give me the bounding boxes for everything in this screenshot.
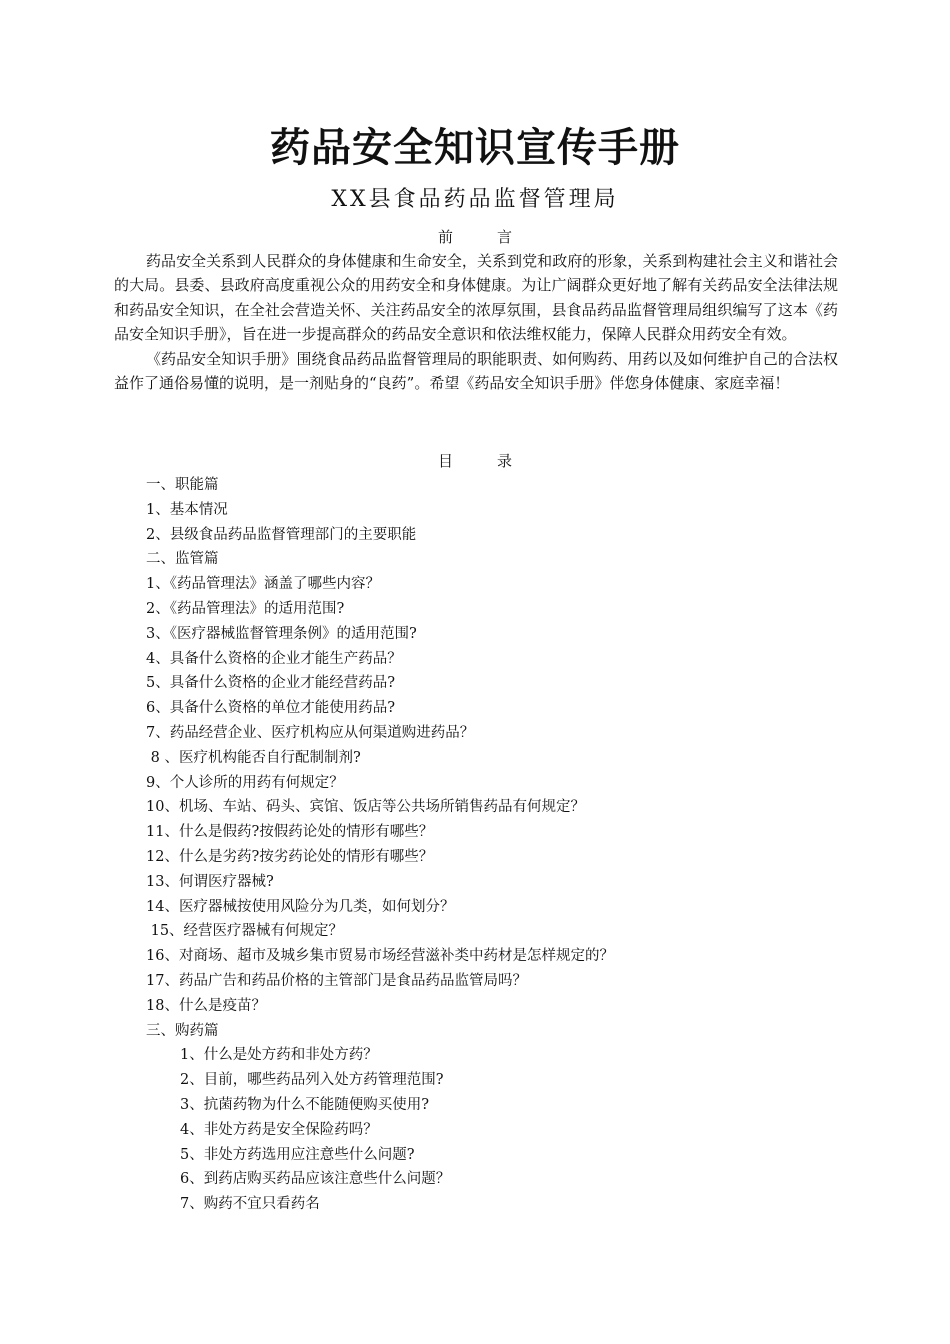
- toc-item: 17、药品广告和药品价格的主管部门是食品药品监管局吗？: [146, 972, 527, 989]
- toc-item: 6、具备什么资格的单位才能使用药品?: [146, 700, 395, 717]
- preface-paragraph: 《药品安全知识手册》围绕食品药品监督管理局的职能职责、如何购药、用药以及如何维护自己的合法权益作了通俗易懂的说明，是一剂贴身的“良药”。希望《药品安全知识手册》伴您身体健康、家庭幸福！: [114, 349, 838, 393]
- preface-heading-char-2: 言: [497, 228, 513, 246]
- toc-item: 16、对商场、超市及城乡集市贸易市场经营滋补类中药材是怎样规定的？: [146, 948, 614, 965]
- toc-item: 14、医疗器械按使用风险分为几类，如何划分？: [146, 898, 455, 915]
- toc-item: 18、什么是疫苗？: [146, 997, 266, 1014]
- toc-item: 8 、医疗机构能否自行配制制剂?: [146, 749, 361, 766]
- toc-item: 9、个人诊所的用药有何规定？: [146, 774, 344, 791]
- toc-item: 4、具备什么资格的企业才能生产药品？: [146, 650, 402, 667]
- toc-item: 15、经营医疗器械有何规定？: [146, 923, 344, 940]
- document-title: 药品安全知识宣传手册: [270, 124, 680, 171]
- toc-item: 2、县级食品药品监督管理部门的主要职能: [146, 526, 417, 543]
- preface-heading: [0, 225, 950, 249]
- toc-item: 2、《药品管理法》的适用范围?: [146, 600, 345, 617]
- preface-heading-char-1: 前: [437, 228, 453, 246]
- preface-paragraph: 药品安全关系到人民群众的身体健康和生命安全，关系到党和政府的形象，关系到构建社会主义和谐社会的大局。县委、县政府高度重视公众的用药安全和身体健康。为让广阔群众更好地了解有关药品安全法律法规和药品安全知识，在全社会营造关怀、关注药品安全的浓厚氛围，县食品药品监督管理局组织编写了这本《药品安全知识手册》，旨在进一步提高群众的药品安全意识和依法维权能力，保障人民群众用药安全有效。: [114, 252, 838, 344]
- table-of-contents: [0, 473, 950, 1217]
- toc-item: 1、《药品管理法》涵盖了哪些内容？: [146, 576, 380, 593]
- toc-item: 10、机场、车站、码头、宾馆、饭店等公共场所销售药品有何规定？: [146, 799, 585, 816]
- toc-item: 12、什么是劣药?按劣药论处的情形有哪些？: [146, 848, 434, 865]
- toc-section: 一、职能篇: [146, 477, 219, 493]
- toc-heading-char-1: 目: [437, 452, 453, 470]
- toc-item: 7、购药不宜只看药名: [180, 1196, 320, 1213]
- toc-item: 1、什么是处方药和非处方药？: [180, 1047, 378, 1064]
- toc-item: 5、具备什么资格的企业才能经营药品?: [146, 675, 395, 692]
- toc-item: 4、非处方药是安全保险药吗？: [180, 1121, 378, 1138]
- preface-body: [114, 249, 838, 395]
- toc-heading: [0, 449, 950, 473]
- toc-heading-char-2: 录: [497, 452, 513, 470]
- document-subtitle: XX县食品药品监督管理局: [331, 187, 619, 212]
- toc-section: 三、购药篇: [146, 1022, 219, 1039]
- toc-item: 1、基本情况: [146, 501, 228, 518]
- toc-item: 6、到药店购买药品应该注意些什么问题？: [180, 1171, 451, 1188]
- toc-item: 11、什么是假药?按假药论处的情形有哪些？: [146, 824, 434, 841]
- toc-item: 3、《医疗器械监督管理条例》的适用范围?: [146, 625, 417, 642]
- toc-item: 2、目前，哪些药品列入处方药管理范围?: [180, 1072, 444, 1089]
- toc-item: 5、非处方药选用应注意些什么问题?: [180, 1146, 415, 1163]
- toc-item: 13、何谓医疗器械?: [146, 873, 274, 890]
- toc-item: 7、药品经营企业、医疗机构应从何渠道购进药品？: [146, 724, 475, 741]
- toc-item: 3、抗菌药物为什么不能随便购买使用?: [180, 1096, 429, 1113]
- toc-section: 二、监管篇: [146, 551, 219, 568]
